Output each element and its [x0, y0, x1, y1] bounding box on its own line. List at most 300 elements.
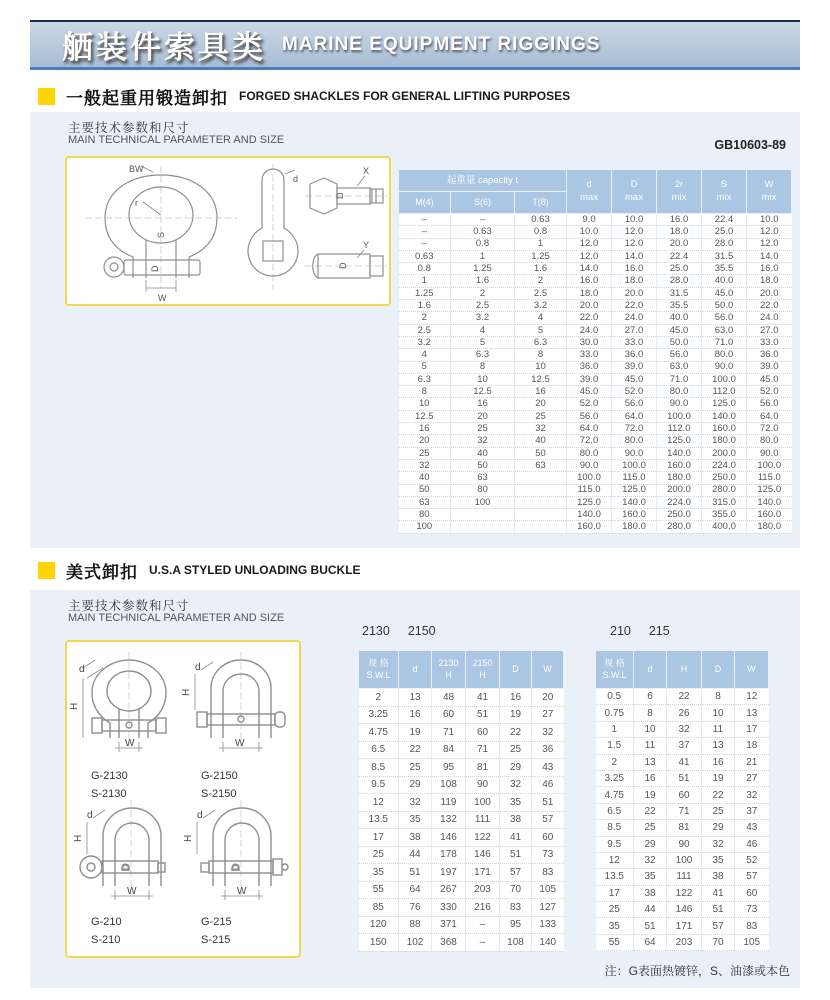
table-cell: 90.0 — [567, 459, 612, 471]
table-cell: 20 — [399, 435, 451, 447]
table-cell: 35 — [500, 794, 532, 812]
dim-h: H — [73, 834, 84, 842]
table-cell: 27.0 — [612, 324, 657, 336]
table-cell: 18.0 — [747, 275, 792, 287]
table-cell: 83 — [735, 918, 769, 934]
table-cell: 72.0 — [612, 423, 657, 435]
table-cell: 37 — [667, 738, 702, 754]
table-cell: 22.0 — [747, 300, 792, 312]
table-cell: 6.5 — [596, 803, 634, 819]
section2-subtitle-zh: 主要技术参数和尺寸 — [68, 599, 190, 613]
table-cell: 2 — [359, 689, 399, 707]
table-cell: 45.0 — [702, 287, 747, 299]
dim-D: D — [121, 863, 132, 871]
table-cell: 46 — [735, 836, 769, 852]
table-cell: – — [466, 916, 500, 934]
table-cell: 125.0 — [702, 398, 747, 410]
table-cell: 14.0 — [567, 263, 612, 275]
table-row — [359, 724, 564, 742]
table-cell: 2 — [399, 312, 451, 324]
table-cell: 63.0 — [657, 361, 702, 373]
table-cell: 140.0 — [747, 496, 792, 508]
table-cell: 52.0 — [612, 386, 657, 398]
table-cell: 112.0 — [657, 423, 702, 435]
table-cell: 10 — [702, 705, 735, 721]
table-row — [359, 759, 564, 777]
table-cell: 50.0 — [702, 300, 747, 312]
table-cell: 16 — [500, 689, 532, 707]
table-cell: 56.0 — [612, 398, 657, 410]
table-cell: 64.0 — [747, 410, 792, 422]
table-cell: 20.0 — [747, 287, 792, 299]
caption-g2150: G-2150 — [201, 770, 238, 782]
table-a-caption — [362, 624, 436, 638]
table-row — [359, 864, 564, 882]
table-cell: 39.0 — [567, 373, 612, 385]
table-row — [399, 472, 792, 484]
table-cell: 10 — [451, 373, 515, 385]
table-cell: 35.5 — [657, 300, 702, 312]
table-row — [359, 776, 564, 794]
table-cell: 11 — [634, 738, 667, 754]
table-cell: 25 — [399, 447, 451, 459]
caption-s215: S-215 — [201, 934, 231, 946]
table-cell: 9.5 — [596, 836, 634, 852]
table-cell: 60 — [667, 787, 702, 803]
table-row — [399, 275, 792, 287]
table-cell: 12 — [359, 794, 399, 812]
table-cell: 56.0 — [702, 312, 747, 324]
caption-s2150: S-2150 — [201, 788, 237, 800]
table-row — [399, 361, 792, 373]
table-cell: 41 — [667, 754, 702, 770]
caption-s210: S-210 — [91, 934, 121, 946]
table-a-caption-right: 2150 — [407, 624, 436, 638]
table-cell: 160.0 — [702, 423, 747, 435]
table-cell: 6.5 — [359, 741, 399, 759]
table-cell: 45.0 — [657, 324, 702, 336]
section1-panel — [30, 112, 800, 548]
table-row — [399, 447, 792, 459]
table-cell: 16.0 — [747, 263, 792, 275]
table-cell: 35.5 — [702, 263, 747, 275]
section1-title-en: FORGED SHACKLES FOR GENERAL LIFTING PURPOSES — [239, 89, 571, 103]
table-cell: 3.2 — [451, 312, 515, 324]
table-cell: 0.63 — [399, 250, 451, 262]
caption-g210: G-210 — [91, 916, 122, 928]
table-cell: 12 — [735, 689, 769, 705]
table-row — [399, 312, 792, 324]
table-cell: 50 — [451, 459, 515, 471]
section2-subtitle-en: MAIN TECHNICAL PARAMETER AND SIZE — [68, 612, 285, 624]
table-cell: 24.0 — [747, 312, 792, 324]
table-cell: 115.0 — [567, 484, 612, 496]
table-cell: 10.0 — [747, 214, 792, 226]
table-cell: 25 — [515, 410, 567, 422]
table-cell: 48 — [432, 689, 466, 707]
table-row — [399, 287, 792, 299]
table-cell: 105 — [735, 934, 769, 950]
table-cell: 10.0 — [612, 214, 657, 226]
table-cell: 10 — [515, 361, 567, 373]
table-cell: 16.0 — [657, 214, 702, 226]
table-cell: 90 — [466, 776, 500, 794]
table-row — [596, 918, 769, 934]
table-cell: 40 — [399, 472, 451, 484]
dim-w: W — [237, 886, 247, 897]
table-cell: 27.0 — [747, 324, 792, 336]
table-cell: 22.4 — [657, 250, 702, 262]
table-cell: 8 — [702, 689, 735, 705]
table-cell: 88 — [399, 916, 432, 934]
table-cell: 25 — [451, 423, 515, 435]
table-cell: 0.8 — [399, 263, 451, 275]
table-cell: 29 — [399, 776, 432, 794]
section1-title-zh: 一般起重用锻造卸扣 — [66, 88, 228, 108]
table-cell: 160.0 — [747, 509, 792, 521]
table-cell: 18 — [735, 738, 769, 754]
table-row — [596, 738, 769, 754]
table-cell: 31.5 — [702, 250, 747, 262]
table-cell: 51 — [634, 918, 667, 934]
section1-subtitle-zh: 主要技术参数和尺寸 — [68, 121, 190, 135]
table-cell: 12.0 — [747, 238, 792, 250]
table-cell: 180.0 — [702, 435, 747, 447]
table-cell: 95 — [432, 759, 466, 777]
table-b-caption — [610, 624, 670, 638]
table-cell: 26 — [667, 705, 702, 721]
table-cell: 178 — [432, 846, 466, 864]
table-cell: 84 — [432, 741, 466, 759]
table-cell: 102 — [399, 934, 432, 952]
table-cell: 8.5 — [596, 820, 634, 836]
table-cell: 160.0 — [657, 459, 702, 471]
dim-d: d — [79, 664, 85, 675]
yellow-square-icon — [38, 562, 55, 579]
table-cell — [515, 496, 567, 508]
col-header-s6: S(6) — [451, 192, 515, 214]
table-cell: 0.5 — [596, 689, 634, 705]
table-cell: – — [399, 226, 451, 238]
table-cell: 73 — [532, 846, 564, 864]
table-cell: 57 — [735, 869, 769, 885]
col-header-2150h: 2150 H — [466, 651, 500, 689]
forged-shackles-table — [398, 169, 792, 534]
table-cell: 85 — [359, 899, 399, 917]
shackle-technical-drawing — [65, 156, 391, 306]
footer-note: 注：G表面热镀锌，S、油漆或本色 — [604, 964, 790, 978]
table-row — [596, 705, 769, 721]
table-cell: 16 — [451, 398, 515, 410]
table-cell: 71 — [432, 724, 466, 742]
table-cell: 22 — [399, 741, 432, 759]
table-cell: 19 — [399, 724, 432, 742]
table-cell: 36.0 — [567, 361, 612, 373]
table-b-body — [596, 689, 769, 951]
table-cell: 36.0 — [612, 349, 657, 361]
table-cell: 71.0 — [657, 373, 702, 385]
table-cell: 100.0 — [657, 410, 702, 422]
table-cell: 4.75 — [359, 724, 399, 742]
table-cell: 51 — [532, 794, 564, 812]
table-cell: 33.0 — [612, 336, 657, 348]
table-row — [359, 899, 564, 917]
table-cell: 19 — [702, 770, 735, 786]
table-cell: 115.0 — [612, 472, 657, 484]
table-cell: 45.0 — [612, 373, 657, 385]
table-cell: 18.0 — [612, 275, 657, 287]
table-cell: 100.0 — [567, 472, 612, 484]
table-cell — [451, 521, 515, 533]
table-cell: 216 — [466, 899, 500, 917]
table-cell: 4.75 — [596, 787, 634, 803]
table-row — [596, 902, 769, 918]
table-cell: 25 — [399, 759, 432, 777]
table-cell: 43 — [735, 820, 769, 836]
table-a-body — [359, 689, 564, 952]
table-row — [399, 226, 792, 238]
table-cell: 32 — [500, 776, 532, 794]
table-cell: 0.8 — [515, 226, 567, 238]
section2-title-zh: 美式卸扣 — [66, 562, 138, 582]
table-cell: 1.6 — [399, 300, 451, 312]
table-row — [596, 852, 769, 868]
table-cell: 1 — [515, 238, 567, 250]
table-cell: 25 — [500, 741, 532, 759]
table-row — [399, 435, 792, 447]
table-cell: 150 — [359, 934, 399, 952]
table-cell: 12 — [596, 852, 634, 868]
table-cell: 12.5 — [515, 373, 567, 385]
table-row — [359, 881, 564, 899]
table-row — [399, 250, 792, 262]
table-cell: 24.0 — [612, 312, 657, 324]
col-header-W: W mix — [747, 170, 792, 214]
table-cell: 3.25 — [596, 770, 634, 786]
table-row — [596, 770, 769, 786]
table-cell: 90.0 — [612, 447, 657, 459]
table-row — [399, 398, 792, 410]
table-cell: 63.0 — [702, 324, 747, 336]
col-header-d: d — [399, 651, 432, 689]
table-cell: 13.5 — [359, 811, 399, 829]
usa-buckle-table-210-215 — [595, 650, 769, 951]
table-cell: 100.0 — [702, 373, 747, 385]
table-cell: 1.25 — [515, 250, 567, 262]
col-header-S: S mix — [702, 170, 747, 214]
table-cell: 2 — [596, 754, 634, 770]
table-row — [596, 869, 769, 885]
table-cell: 224.0 — [657, 496, 702, 508]
dim-label-d-bolt: D — [335, 192, 345, 199]
table-cell: 0.8 — [451, 238, 515, 250]
table-cell: 5 — [399, 361, 451, 373]
table-b-caption-right: 215 — [648, 624, 670, 638]
table-cell: 72.0 — [747, 423, 792, 435]
table-cell: 22 — [500, 724, 532, 742]
col-header-D: D — [702, 651, 735, 689]
dim-d: d — [197, 810, 203, 821]
dim-label-d-pin2: D — [338, 262, 348, 269]
dim-w: W — [125, 738, 135, 749]
table-cell: 10 — [634, 721, 667, 737]
table-cell: 29 — [500, 759, 532, 777]
table-cell: 16 — [399, 706, 432, 724]
table-cell: 180.0 — [612, 521, 657, 533]
page-banner — [30, 20, 800, 70]
col-header-D: D max — [612, 170, 657, 214]
table-cell: 6.3 — [451, 349, 515, 361]
table-cell: 33.0 — [567, 349, 612, 361]
table-row — [596, 721, 769, 737]
table-cell: 90.0 — [657, 398, 702, 410]
table-cell: 20.0 — [612, 287, 657, 299]
table-row — [359, 811, 564, 829]
table-cell: 100.0 — [612, 459, 657, 471]
dee-shackle-215-drawing — [183, 800, 288, 900]
table-cell: 60 — [432, 706, 466, 724]
table-cell: 32 — [634, 852, 667, 868]
table-cell: 20.0 — [657, 238, 702, 250]
dee-shackle-2150-drawing — [181, 652, 285, 752]
dim-label-d-side: d — [293, 174, 299, 184]
table-cell: 52.0 — [567, 398, 612, 410]
table-cell: 127 — [532, 899, 564, 917]
table-cell: 40.0 — [702, 275, 747, 287]
table-cell — [515, 509, 567, 521]
table-cell: 27 — [735, 770, 769, 786]
section1-subtitle-en: MAIN TECHNICAL PARAMETER AND SIZE — [68, 134, 285, 146]
table-cell: 355.0 — [702, 509, 747, 521]
table-cell: 40 — [515, 435, 567, 447]
table-cell: 20 — [515, 398, 567, 410]
table-cell: 1.6 — [515, 263, 567, 275]
table-cell: 35 — [359, 864, 399, 882]
table-cell: 52.0 — [747, 386, 792, 398]
bow-shackle-2130-drawing — [69, 652, 166, 752]
bow-shackle-front-view — [104, 175, 217, 278]
table-row — [359, 706, 564, 724]
table-cell: 44 — [399, 846, 432, 864]
table-cell: 250.0 — [702, 472, 747, 484]
table-cell: 80.0 — [702, 349, 747, 361]
table-cell: 30.0 — [567, 336, 612, 348]
table-cell: 115.0 — [747, 472, 792, 484]
table-cell: 146 — [667, 902, 702, 918]
table-cell: 12.0 — [612, 238, 657, 250]
table-cell: 1 — [596, 721, 634, 737]
table-cell: 35 — [399, 811, 432, 829]
table-cell: 57 — [532, 811, 564, 829]
dim-label-x: X — [363, 166, 370, 176]
table-cell: 18.0 — [567, 287, 612, 299]
table-row — [399, 238, 792, 250]
table-cell: 108 — [500, 934, 532, 952]
table-cell: 0.75 — [596, 705, 634, 721]
table-cell: 122 — [667, 885, 702, 901]
table-cell: 71.0 — [702, 336, 747, 348]
table-cell: – — [466, 934, 500, 952]
table-cell: 25 — [359, 846, 399, 864]
table-row — [596, 787, 769, 803]
table-cell: 16 — [702, 754, 735, 770]
table-row — [359, 794, 564, 812]
table-cell: 51 — [399, 864, 432, 882]
table-row — [596, 820, 769, 836]
table-cell: 125.0 — [567, 496, 612, 508]
table-cell — [515, 472, 567, 484]
table-cell: 13.5 — [596, 869, 634, 885]
table-cell: 51 — [466, 706, 500, 724]
table-cell: 10 — [399, 398, 451, 410]
standard-number: GB10603-89 — [714, 138, 786, 152]
table-cell: 25 — [634, 820, 667, 836]
table-cell: 12.0 — [612, 226, 657, 238]
table-cell: 40.0 — [657, 312, 702, 324]
table-cell: 35 — [634, 869, 667, 885]
table-cell: 28.0 — [702, 238, 747, 250]
table-cell: 41 — [466, 689, 500, 707]
table-cell: 2 — [451, 287, 515, 299]
table-row — [596, 836, 769, 852]
table-cell: 50.0 — [657, 336, 702, 348]
table-row — [359, 846, 564, 864]
table-cell: 8 — [399, 386, 451, 398]
table-cell: 80.0 — [612, 435, 657, 447]
table-cell: 70 — [702, 934, 735, 950]
table-cell: 14.0 — [612, 250, 657, 262]
table-cell: 203 — [667, 934, 702, 950]
table-cell: 2 — [515, 275, 567, 287]
table-cell: 80.0 — [747, 435, 792, 447]
table-cell: 36.0 — [747, 349, 792, 361]
table-cell: 55 — [359, 881, 399, 899]
table-cell: 160.0 — [567, 521, 612, 533]
table-cell: 8.5 — [359, 759, 399, 777]
table-row — [359, 934, 564, 952]
table-cell: 50 — [515, 447, 567, 459]
table-cell: 51 — [667, 770, 702, 786]
col-header-swl: 规 格 S.W.L — [596, 651, 634, 689]
table-cell: 41 — [500, 829, 532, 847]
caption-g2130: G-2130 — [91, 770, 128, 782]
table-cell: 64 — [634, 934, 667, 950]
table-row — [596, 885, 769, 901]
table-cell: 2.5 — [515, 287, 567, 299]
table-cell: 125.0 — [657, 435, 702, 447]
table-cell: 105 — [532, 881, 564, 899]
table-cell: 25.0 — [702, 226, 747, 238]
table-cell: 71 — [667, 803, 702, 819]
table-cell: 3.25 — [359, 706, 399, 724]
section1-title — [38, 86, 570, 106]
table-cell: 32 — [702, 836, 735, 852]
table-row — [399, 459, 792, 471]
table-row — [359, 741, 564, 759]
table-cell: 25 — [596, 902, 634, 918]
table-cell: 140.0 — [702, 410, 747, 422]
table-cell: 4 — [399, 349, 451, 361]
section2-title-en: U.S.A STYLED UNLOADING BUCKLE — [149, 563, 361, 577]
shackle-drawing-svg — [67, 158, 389, 304]
table-cell: 22 — [667, 689, 702, 705]
table-cell: 13 — [735, 705, 769, 721]
usa-buckle-table-2130-2150 — [358, 650, 564, 952]
table-cell: 125.0 — [747, 484, 792, 496]
col-header-W: W — [532, 651, 564, 689]
table-cell: 63 — [399, 496, 451, 508]
table-cell: 56.0 — [747, 398, 792, 410]
